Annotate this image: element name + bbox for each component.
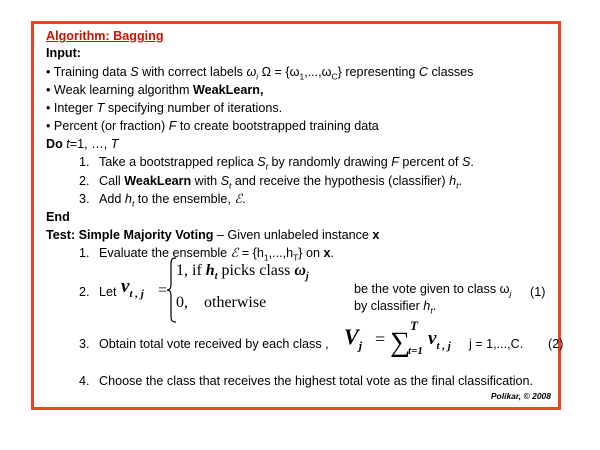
loop-header: Do t=1, …, T [46, 137, 119, 151]
summation-lower-limit: t=1 [408, 345, 423, 357]
vote-let-label: Let [99, 285, 117, 299]
input-training-data: • Training data S with correct labels $\omega_i$ $\Omega = \{\omega_1,...,\omega_C\}$ representing C classes [46, 65, 474, 82]
vote-case-one: 1, if $h_t$ picks class $\omega_j$ [176, 262, 309, 283]
summand-vote: $v_{t , j}$ [428, 328, 451, 352]
test-step-number: 3. [79, 337, 90, 351]
equation-number-1: (1) [530, 285, 546, 299]
input-label: Input: [46, 46, 81, 60]
test-step-number: 1. [79, 246, 90, 260]
vote-case-zero: 0, otherwise [176, 294, 267, 311]
input-weak-learner: • Weak learning algorithm WeakLearn, [46, 83, 264, 97]
step-number: 2. [79, 174, 90, 188]
input-integer-t: • Integer T specifying number of iterations. [46, 101, 283, 115]
step-call-weaklearn: Call WeakLearn with $S_t$ and receive the hypothesis (classifier) $h_t$. [99, 174, 462, 191]
total-vote-symbol: $V_j$ [344, 324, 363, 353]
total-vote-text: Obtain total vote received by each class , [99, 337, 329, 351]
test-step-evaluate: Evaluate the ensemble ℰ = $\{h_1,...,h_T\}$ on x. [99, 246, 335, 263]
step-number: 3. [79, 192, 90, 206]
vote-description-line2: by classifier $h_t$. [354, 299, 437, 316]
summation-upper-limit: T [410, 318, 418, 333]
input-percent-f: • Percent (or fraction) F to create bootstrapped training data [46, 119, 379, 133]
total-vote-equals: = [375, 329, 386, 349]
total-vote-range: j = 1,...,C. [469, 337, 524, 351]
step-bootstrap: Take a bootstrapped replica $S_t$ by randomly drawing F percent of S. [99, 155, 474, 172]
vote-symbol: $v_{t , j}$ [121, 276, 144, 300]
test-step-number: 2. [79, 285, 90, 299]
vote-description-line1: be the vote given to class $\omega_j$ [354, 282, 512, 299]
step-number: 1. [79, 155, 90, 169]
author-credit: Polikar, © 2008 [490, 391, 551, 401]
vote-equals: = [158, 282, 168, 299]
test-step-number: 4. [79, 374, 90, 388]
equation-number-2: (2) [548, 337, 564, 351]
end-label: End [46, 210, 70, 224]
summation-sign: ∑ [390, 327, 410, 358]
test-header: Test: Simple Majority Voting – Given unlabeled instance x [46, 228, 380, 242]
test-step-final-classification: Choose the class that receives the highest total vote as the final classification. [99, 374, 534, 388]
step-add-to-ensemble: Add $h_t$ to the ensemble, ℰ. [99, 192, 246, 209]
algorithm-heading: Algorithm: Bagging [46, 29, 164, 43]
